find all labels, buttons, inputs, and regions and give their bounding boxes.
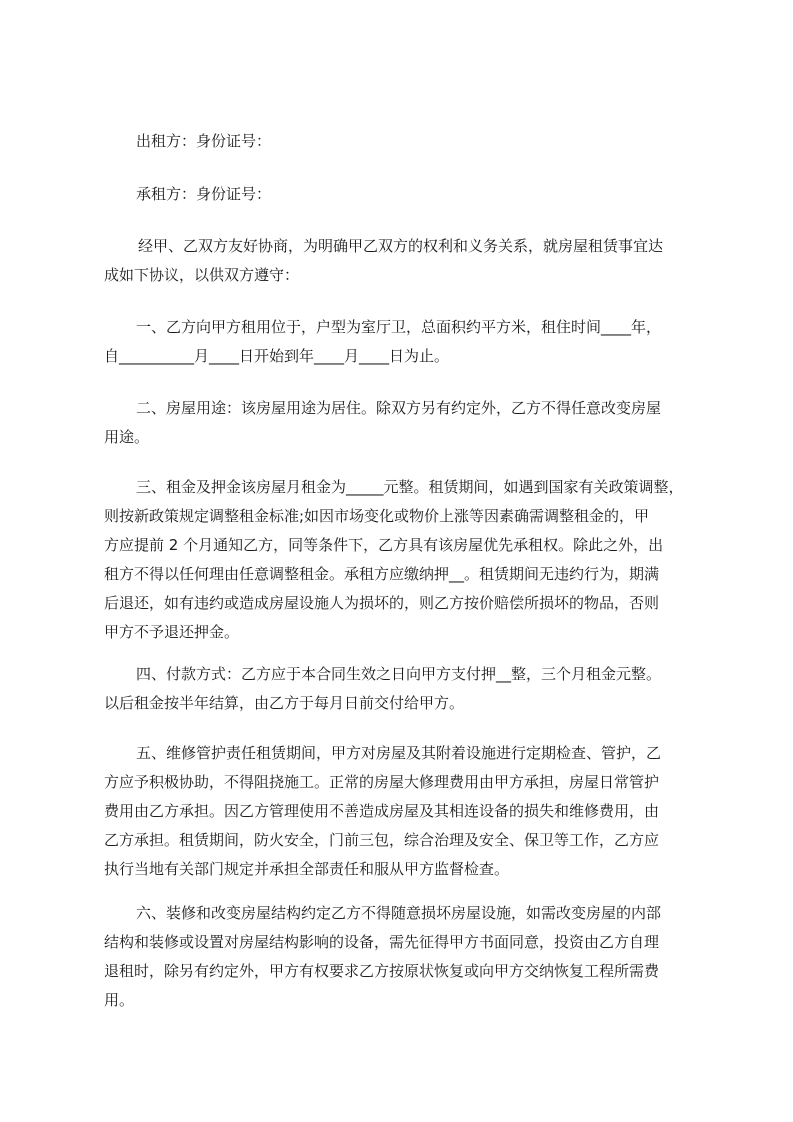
paragraph-line: 三、租金及押金该房屋月租金为_____元整。租赁期间，如遇到国家有关政策调整， bbox=[136, 478, 684, 496]
paragraph-line: 乙方承担。租赁期间，防火安全，门前三包，综合治理及安全、保卫等工作，乙方应 bbox=[104, 831, 660, 849]
lessor-text: 出租方：身份证号： bbox=[136, 132, 272, 150]
lessor-line bbox=[104, 127, 704, 156]
paragraph-line: 甲方不予退还押金。 bbox=[104, 623, 240, 641]
paragraph-line: 执行当地有关部门规定并承担全部责任和服从甲方监督检查。 bbox=[104, 860, 510, 878]
paragraph-line: 一、乙方向甲方租用位于，户型为室厅卫，总面积约平方米，租住时间____年， bbox=[136, 318, 662, 336]
paragraph-clause-1 bbox=[104, 313, 704, 371]
paragraph-line: 成如下协议，以供双方遵守： bbox=[104, 266, 300, 284]
lessee-text: 承租方：身份证号： bbox=[136, 185, 272, 203]
paragraph-clause-6 bbox=[104, 899, 704, 1015]
paragraph-clause-4 bbox=[104, 660, 704, 718]
paragraph-line: 以后租金按半年结算，由乙方于每月日前交付给甲方。 bbox=[104, 694, 465, 712]
paragraph-line: 结构和装修或设置对房屋结构影响的设备，需先征得甲方书面同意，投资由乙方自理 bbox=[104, 933, 660, 951]
paragraph-line: 自__________月____日开始到年____月____日为止。 bbox=[104, 347, 450, 365]
paragraph-clause-5 bbox=[104, 739, 704, 884]
paragraph-line: 用途。 bbox=[104, 428, 150, 446]
paragraph-line: 六、装修和改变房屋结构约定乙方不得随意损坏房屋设施，如需改变房屋的内部 bbox=[136, 904, 662, 922]
paragraph-line: 用。 bbox=[104, 991, 135, 1009]
paragraph-line: 租方不得以任何理由任意调整租金。承租方应缴纳押__。租赁期间无违约行为，期满 bbox=[104, 565, 660, 583]
paragraph-line: 费用由乙方承担。因乙方管理使用不善造成房屋及其相连设备的损失和维修费用，由 bbox=[104, 802, 660, 820]
paragraph-line: 经甲、乙双方友好协商，为明确甲乙双方的权利和义务关系，就房屋租赁事宜达 bbox=[138, 237, 664, 255]
paragraph-line: 方应提前 2 个月通知乙方，同等条件下，乙方具有该房屋优先承租权。除此之外，出 bbox=[104, 536, 664, 554]
paragraph-line: 四、付款方式：乙方应于本合同生效之日向甲方支付押__整，三个月租金元整。 bbox=[136, 665, 662, 683]
paragraph-line: 五、维修管护责任租赁期间，甲方对房屋及其附着设施进行定期检查、管护，乙 bbox=[136, 744, 662, 762]
paragraph-clause-2 bbox=[104, 394, 704, 452]
lessee-line bbox=[104, 180, 704, 209]
paragraph-clause-3 bbox=[104, 473, 704, 647]
paragraph-line: 后退还，如有违约或造成房屋设施人为损坏的，则乙方按价赔偿所损坏的物品，否则 bbox=[104, 594, 660, 612]
paragraph-line: 退租时，除另有约定外，甲方有权要求乙方按原状恢复或向甲方交纳恢复工程所需费 bbox=[104, 962, 660, 980]
paragraph-line: 二、房屋用途：该房屋用途为居住。除双方另有约定外，乙方不得任意改变房屋 bbox=[136, 399, 662, 417]
paragraph-line: 则按新政策规定调整租金标准;如因市场变化或物价上涨等因素确需调整租金的，甲 bbox=[104, 507, 650, 525]
paragraph-line: 方应予积极协助，不得阻挠施工。正常的房屋大修理费用由甲方承担，房屋日常管护 bbox=[104, 773, 660, 791]
paragraph-preamble bbox=[104, 232, 704, 290]
